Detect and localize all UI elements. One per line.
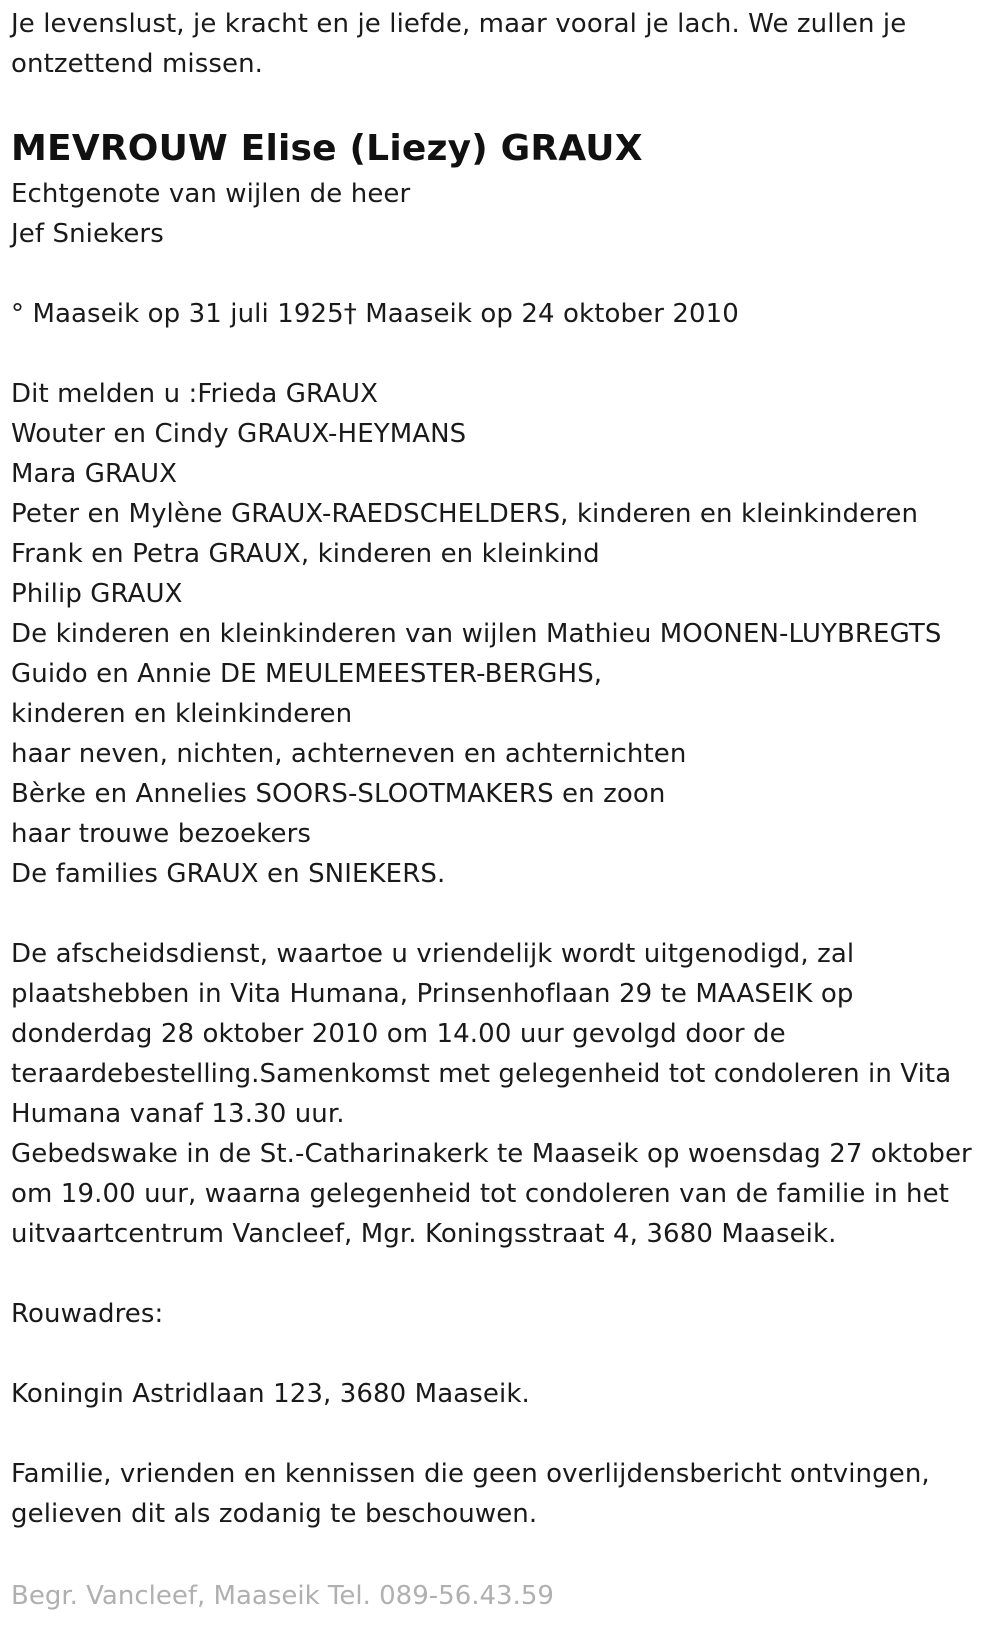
announcer-line: Mara GRAUX — [11, 459, 178, 489]
spouse-line: Echtgenote van wijlen de heer — [11, 179, 411, 209]
spouse-text — [11, 174, 989, 254]
announcer-line: kinderen en kleinkinderen — [11, 699, 353, 729]
spouse-line: Jef Sniekers — [11, 219, 164, 249]
intro-line: ontzettend missen. — [11, 49, 264, 79]
announcer-line: De families GRAUX en SNIEKERS. — [11, 859, 446, 889]
spacer — [11, 254, 989, 294]
birth-death-text — [11, 294, 989, 334]
mourning-address — [11, 1374, 989, 1414]
address-value: Koningin Astridlaan 123, 3680 Maaseik. — [11, 1379, 530, 1409]
service-line: Humana vanaf 13.30 uur. — [11, 1099, 345, 1129]
announcer-line: Wouter en Cindy GRAUX-HEYMANS — [11, 419, 467, 449]
service-line: De afscheidsdienst, waartoe u vriendelijk wordt uitgenodigd, zal — [11, 939, 855, 969]
service-line: uitvaartcentrum Vancleef, Mgr. Koningsstraat 4, 3680 Maaseik. — [11, 1219, 837, 1249]
closing-text — [11, 1454, 989, 1534]
announcer-line: De kinderen en kleinkinderen van wijlen Mathieu MOONEN-LUYBREGTS — [11, 619, 942, 649]
announcer-line: Peter en Mylène GRAUX-RAEDSCHELDERS, kinderen en kleinkinderen — [11, 499, 919, 529]
announcer-line: haar trouwe bezoekers — [11, 819, 312, 849]
announcers-list — [11, 374, 989, 894]
announcer-line: Dit melden u :Frieda GRAUX — [11, 379, 379, 409]
deceased-name: MEVROUW Elise (Liezy) GRAUX — [11, 128, 643, 169]
announcer-line: haar neven, nichten, achterneven en achternichten — [11, 739, 687, 769]
funeral-home-footer: Begr. Vancleef, Maaseik Tel. 089-56.43.59 — [11, 1581, 554, 1611]
intro-text — [11, 4, 989, 84]
mourning-address-label — [11, 1294, 989, 1334]
intro-line: Je levenslust, je kracht en je liefde, maar vooral je lach. We zullen je — [11, 9, 907, 39]
spacer — [11, 1334, 989, 1374]
announcer-line: Philip GRAUX — [11, 579, 183, 609]
spacer — [11, 334, 989, 374]
service-line: Gebedswake in de St.-Catharinakerk te Maaseik op woensdag 27 oktober — [11, 1139, 972, 1169]
service-line: plaatshebben in Vita Humana, Prinsenhoflaan 29 te MAASEIK op — [11, 979, 854, 1009]
birth-death-line: ° Maaseik op 31 juli 1925† Maaseik op 24 oktober 2010 — [11, 299, 739, 329]
spacer — [11, 1414, 989, 1454]
announcer-line: Guido en Annie DE MEULEMEESTER-BERGHS, — [11, 659, 603, 689]
service-line: om 19.00 uur, waarna gelegenheid tot condoleren van de familie in het — [11, 1179, 950, 1209]
announcer-line: Frank en Petra GRAUX, kinderen en kleinkind — [11, 539, 600, 569]
service-line: donderdag 28 oktober 2010 om 14.00 uur gevolgd door de — [11, 1019, 786, 1049]
address-label: Rouwadres: — [11, 1299, 164, 1329]
service-line: teraardebestelling.Samenkomst met gelegenheid tot condoleren in Vita — [11, 1059, 952, 1089]
closing-line: Familie, vrienden en kennissen die geen overlijdensbericht ontvingen, — [11, 1459, 930, 1489]
closing-line: gelieven dit als zodanig te beschouwen. — [11, 1499, 538, 1529]
spacer — [11, 894, 989, 934]
spacer — [11, 1254, 989, 1294]
announcer-line: Bèrke en Annelies SOORS-SLOOTMAKERS en zoon — [11, 779, 666, 809]
service-text — [11, 934, 989, 1254]
